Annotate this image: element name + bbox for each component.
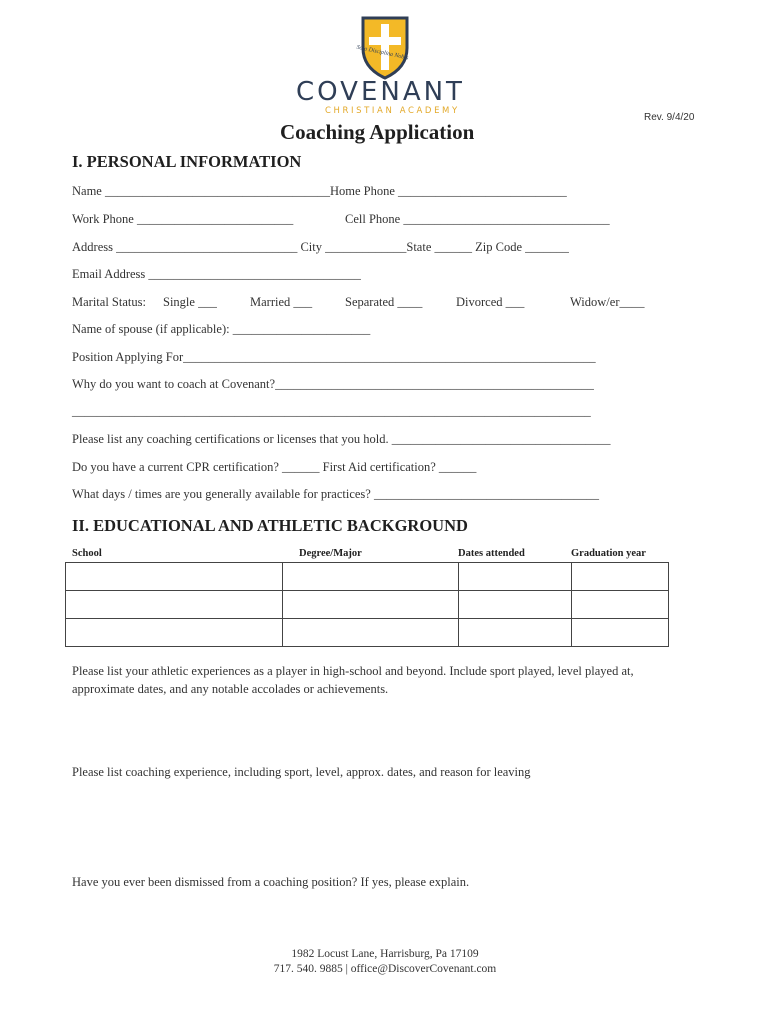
table-cell-graduation[interactable] [572, 591, 669, 619]
athletic-experience-prompt-line1: Please list your athletic experiences as a player in high-school and beyond. Include sport played, level played at, [72, 664, 634, 678]
table-cell-dates[interactable] [459, 591, 572, 619]
table-cell-school[interactable] [66, 563, 283, 591]
marital-widow-option[interactable]: Widow/er____ [570, 295, 645, 309]
athletic-experience-answer-area[interactable] [72, 702, 672, 757]
marital-single-option[interactable]: Single ___ [163, 295, 217, 309]
table-row [66, 591, 669, 619]
email-field[interactable]: Email Address __________________________________ [72, 267, 361, 281]
table-cell-graduation[interactable] [572, 563, 669, 591]
table-cell-graduation[interactable] [572, 619, 669, 647]
table-cell-school[interactable] [66, 591, 283, 619]
education-table [65, 562, 669, 647]
coaching-experience-answer-area[interactable] [72, 785, 672, 870]
table-cell-degree[interactable] [283, 619, 459, 647]
section-heading-personal: I. PERSONAL INFORMATION [72, 152, 302, 171]
why-coach-continuation[interactable]: ___________________________________________________________________________________ [72, 404, 591, 418]
footer-address: 1982 Locust Lane, Harrisburg, Pa 17109 [291, 948, 479, 960]
logo-subtitle: CHRISTIAN ACADEMY [325, 106, 460, 116]
table-cell-dates[interactable] [459, 619, 572, 647]
cell-phone-field[interactable]: Cell Phone _________________________________ [345, 212, 610, 226]
column-header-school: School [72, 548, 102, 559]
logo-ring-text: Sola Disciplina Nobis [355, 44, 409, 62]
marital-married-option[interactable]: Married ___ [250, 295, 313, 309]
marital-separated-option[interactable]: Separated ____ [345, 295, 423, 309]
coaching-experience-prompt: Please list coaching experience, including sport, level, approx. dates, and reason for leaving [72, 765, 531, 779]
work-phone-field[interactable]: Work Phone _________________________ [72, 212, 294, 226]
address-field[interactable]: Address _____________________________ City _____________State ______ Zip Code _______ [72, 240, 569, 254]
revision-label: Rev. 9/4/20 [644, 112, 695, 123]
marital-divorced-option[interactable]: Divorced ___ [456, 295, 525, 309]
table-row [66, 563, 669, 591]
column-header-graduation: Graduation year [571, 548, 646, 559]
table-row [66, 619, 669, 647]
logo-wordmark: COVENANT [296, 77, 465, 107]
cpr-first-aid-field[interactable]: Do you have a current CPR certification? ______ First Aid certification? ______ [72, 460, 477, 474]
athletic-experience-prompt-line2: approximate dates, and any notable accolades or achievements. [72, 682, 389, 696]
certifications-field[interactable]: Please list any coaching certifications or licenses that you hold. ___________________________________ [72, 432, 611, 446]
table-cell-school[interactable] [66, 619, 283, 647]
footer-contact: 717. 540. 9885 | office@DiscoverCovenant.com [273, 963, 497, 975]
table-cell-dates[interactable] [459, 563, 572, 591]
availability-field[interactable]: What days / times are you generally available for practices? ____________________________________ [72, 487, 599, 501]
spouse-field[interactable]: Name of spouse (if applicable): ______________________ [72, 322, 371, 336]
table-cell-degree[interactable] [283, 591, 459, 619]
column-header-dates: Dates attended [458, 548, 525, 559]
dismissal-answer-area[interactable] [72, 895, 672, 940]
column-header-degree: Degree/Major [299, 548, 362, 559]
table-cell-degree[interactable] [283, 563, 459, 591]
why-coach-field[interactable]: Why do you want to coach at Covenant?___________________________________________________ [72, 377, 594, 391]
name-home-phone-field[interactable]: Name ____________________________________Home Phone ___________________________ [72, 184, 567, 198]
page-title: Coaching Application [280, 120, 475, 144]
position-field[interactable]: Position Applying For__________________________________________________________________ [72, 350, 596, 364]
dismissal-prompt: Have you ever been dismissed from a coaching position? If yes, please explain. [72, 875, 470, 889]
marital-status-label: Marital Status: [72, 295, 146, 309]
section-heading-education: II. EDUCATIONAL AND ATHLETIC BACKGROUND [72, 516, 468, 535]
